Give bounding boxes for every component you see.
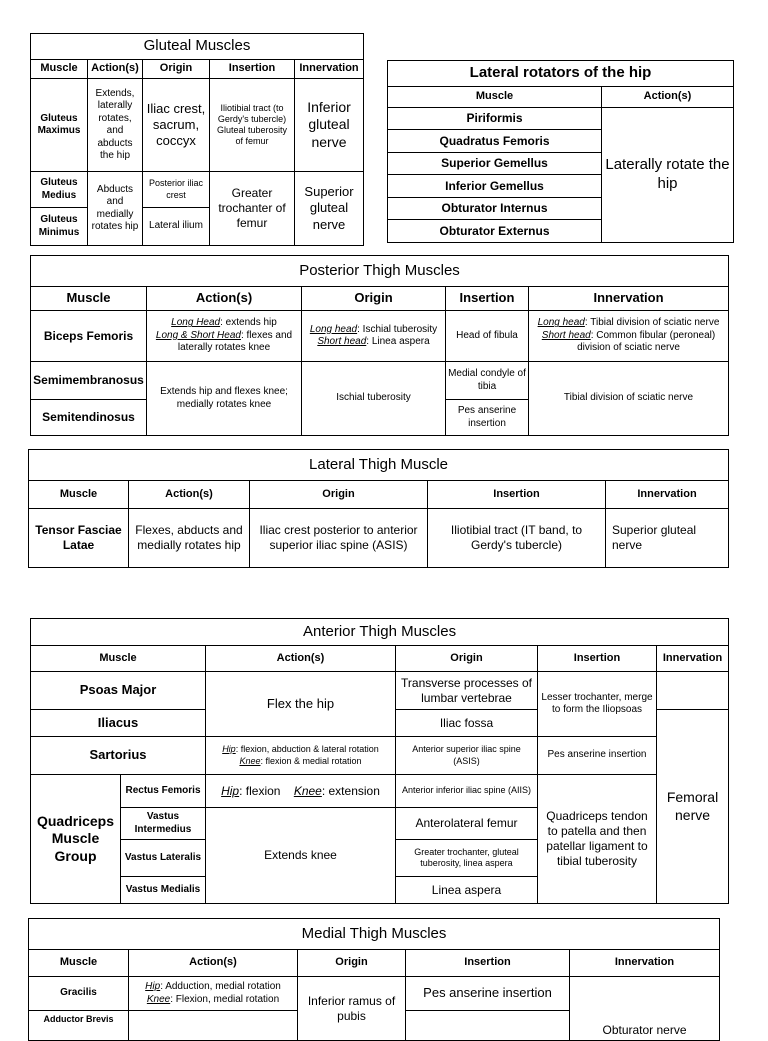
obturator-internus-name: Obturator Internus <box>388 198 602 220</box>
biceps-femoris-insertion: Head of fibula <box>446 311 529 362</box>
anterior-header-innervation: Innervation <box>657 646 729 672</box>
medial-origin: Inferior ramus of pubis <box>298 977 406 1041</box>
lateral-thigh-header-origin: Origin <box>250 481 428 509</box>
hamstring-shared-action: Extends hip and flexes knee; medially rotates knee <box>147 362 302 436</box>
biceps-femoris-name: Biceps Femoris <box>31 311 147 362</box>
gluteus-maximus-action: Extends, laterally rotates, and abducts the hip <box>88 79 143 172</box>
gluteal-header-muscle: Muscle <box>31 60 88 79</box>
anterior-thigh-table <box>30 618 729 904</box>
lateral-rotators-header-actions: Action(s) <box>602 87 734 108</box>
gluteus-medius-name: Gluteus Medius <box>31 172 88 208</box>
iliopsoas-action: Flex the hip <box>206 672 396 737</box>
biceps-femoris-origin: Long head: Ischial tuberosity Short head: Linea aspera <box>302 311 446 362</box>
posterior-title: Posterior Thigh Muscles <box>31 256 729 287</box>
label-long-short-head: Long & Short Head <box>155 329 241 341</box>
anterior-header-origin: Origin <box>396 646 538 672</box>
gluteus-medius-minimus-insertion: Greater trochanter of femur <box>210 172 295 246</box>
gluteus-maximus-name: Gluteus Maximus <box>31 79 88 172</box>
vastus-intermedius-name: Vastus Intermedius <box>121 808 206 840</box>
iliacus-origin: Iliac fossa <box>396 710 538 737</box>
psoas-major-name: Psoas Major <box>31 672 206 710</box>
posterior-thigh-table <box>30 255 729 436</box>
psoas-innervation-empty <box>657 672 729 710</box>
superior-gemellus-name: Superior Gemellus <box>388 153 602 175</box>
gluteus-minimus-name: Gluteus Minimus <box>31 208 88 246</box>
adductor-brevis-action <box>129 1011 298 1041</box>
sartorius-name: Sartorius <box>31 737 206 775</box>
medial-thigh-table <box>28 918 720 1041</box>
gluteus-maximus-insertion: Iliotibial tract (to Gerdy's tubercle) Gluteal tuberosity of femur <box>210 79 295 172</box>
lateral-thigh-header-actions: Action(s) <box>129 481 250 509</box>
lateral-thigh-header-innervation: Innervation <box>606 481 729 509</box>
quadratus-femoris-name: Quadratus Femoris <box>388 130 602 153</box>
biceps-femoris-innervation: Long head: Tibial division of sciatic nerve Short head: Common fibular (peroneal) division of sciatic nerve <box>529 311 729 362</box>
adductor-brevis-name: Adductor Brevis <box>29 1011 129 1041</box>
sartorius-action: Hip: flexion, abduction & lateral rotation Knee: flexion & medial rotation <box>206 737 396 775</box>
lateral-thigh-header-muscle: Muscle <box>29 481 129 509</box>
semitendinosus-insertion: Pes anserine insertion <box>446 400 529 436</box>
medial-title: Medial Thigh Muscles <box>29 919 720 950</box>
vasti-action: Extends knee <box>206 808 396 904</box>
rectus-femoris-action: Hip: flexion Knee: extension <box>206 775 396 808</box>
adductor-brevis-insertion <box>406 1011 570 1041</box>
iliopsoas-insertion: Lesser trochanter, merge to form the Iliopsoas <box>538 672 657 737</box>
semimembranosus-name: Semimembranosus <box>31 362 147 400</box>
tfl-insertion: Iliotibial tract (IT band, to Gerdy's tubercle) <box>428 509 606 568</box>
vastus-medialis-name: Vastus Medialis <box>121 877 206 904</box>
anterior-innervation: Femoral nerve <box>657 710 729 904</box>
rectus-femoris-origin: Anterior inferior iliac spine (AIIS) <box>396 775 538 808</box>
medial-header-innervation: Innervation <box>570 950 720 977</box>
tfl-action: Flexes, abducts and medially rotates hip <box>129 509 250 568</box>
gluteus-medius-minimus-action: Abducts and medially rotates hip <box>88 172 143 246</box>
lateral-thigh-table <box>28 449 729 568</box>
gluteal-title: Gluteal Muscles <box>31 34 364 60</box>
gluteus-minimus-origin: Lateral ilium <box>143 208 210 246</box>
gluteal-muscles-table <box>30 33 364 246</box>
medial-header-muscle: Muscle <box>29 950 129 977</box>
posterior-header-insertion: Insertion <box>446 287 529 311</box>
vastus-lateralis-origin: Greater trochanter, gluteal tuberosity, linea aspera <box>396 840 538 877</box>
posterior-header-muscle: Muscle <box>31 287 147 311</box>
posterior-header-actions: Action(s) <box>147 287 302 311</box>
label-long-head: Long Head <box>171 317 221 329</box>
sartorius-origin: Anterior superior iliac spine (ASIS) <box>396 737 538 775</box>
posterior-header-innervation: Innervation <box>529 287 729 311</box>
medial-header-actions: Action(s) <box>129 950 298 977</box>
gracilis-action: Hip: Adduction, medial rotation Knee: Flexion, medial rotation <box>129 977 298 1011</box>
tfl-origin: Iliac crest posterior to anterior superior iliac spine (ASIS) <box>250 509 428 568</box>
hamstring-shared-origin: Ischial tuberosity <box>302 362 446 436</box>
lateral-rotators-header-muscle: Muscle <box>388 87 602 108</box>
gracilis-name: Gracilis <box>29 977 129 1011</box>
rectus-femoris-name: Rectus Femoris <box>121 775 206 808</box>
quadriceps-insertion: Quadriceps tendon to patella and then patellar ligament to tibial tuberosity <box>538 775 657 904</box>
medial-header-insertion: Insertion <box>406 950 570 977</box>
gluteus-maximus-innervation: Inferior gluteal nerve <box>295 79 364 172</box>
sartorius-insertion: Pes anserine insertion <box>538 737 657 775</box>
lateral-rotators-title: Lateral rotators of the hip <box>388 61 734 87</box>
hamstring-shared-innervation: Tibial division of sciatic nerve <box>529 362 729 436</box>
gracilis-insertion: Pes anserine insertion <box>406 977 570 1011</box>
gluteus-medius-minimus-innervation: Superior gluteal nerve <box>295 172 364 246</box>
quadriceps-group-name: Quadriceps Muscle Group <box>31 775 121 904</box>
tfl-name: Tensor Fasciae Latae <box>29 509 129 568</box>
lateral-rotators-action: Laterally rotate the hip <box>602 108 734 243</box>
vastus-intermedius-origin: Anterolateral femur <box>396 808 538 840</box>
psoas-major-origin: Transverse processes of lumbar vertebrae <box>396 672 538 710</box>
semitendinosus-name: Semitendinosus <box>31 400 147 436</box>
anterior-header-muscle: Muscle <box>31 646 206 672</box>
gluteus-medius-origin: Posterior iliac crest <box>143 172 210 208</box>
gluteal-header-insertion: Insertion <box>210 60 295 79</box>
posterior-header-origin: Origin <box>302 287 446 311</box>
gluteus-maximus-origin: Iliac crest, sacrum, coccyx <box>143 79 210 172</box>
semimembranosus-insertion: Medial condyle of tibia <box>446 362 529 400</box>
lateral-thigh-header-insertion: Insertion <box>428 481 606 509</box>
lateral-thigh-title: Lateral Thigh Muscle <box>29 450 729 481</box>
tfl-innervation: Superior gluteal nerve <box>606 509 729 568</box>
vastus-medialis-origin: Linea aspera <box>396 877 538 904</box>
medial-innervation: Obturator nerve <box>570 977 720 1041</box>
gluteal-header-origin: Origin <box>143 60 210 79</box>
gluteal-header-actions: Action(s) <box>88 60 143 79</box>
anterior-title: Anterior Thigh Muscles <box>31 619 729 646</box>
biceps-femoris-action: Long Head: extends hip Long & Short Head: flexes and laterally rotates knee <box>147 311 302 362</box>
medial-header-origin: Origin <box>298 950 406 977</box>
anterior-header-insertion: Insertion <box>538 646 657 672</box>
piriformis-name: Piriformis <box>388 108 602 130</box>
obturator-externus-name: Obturator Externus <box>388 220 602 243</box>
iliacus-name: Iliacus <box>31 710 206 737</box>
anterior-header-actions: Action(s) <box>206 646 396 672</box>
gluteal-header-innervation: Innervation <box>295 60 364 79</box>
vastus-lateralis-name: Vastus Lateralis <box>121 840 206 877</box>
lateral-rotators-table <box>387 60 734 243</box>
inferior-gemellus-name: Inferior Gemellus <box>388 175 602 198</box>
